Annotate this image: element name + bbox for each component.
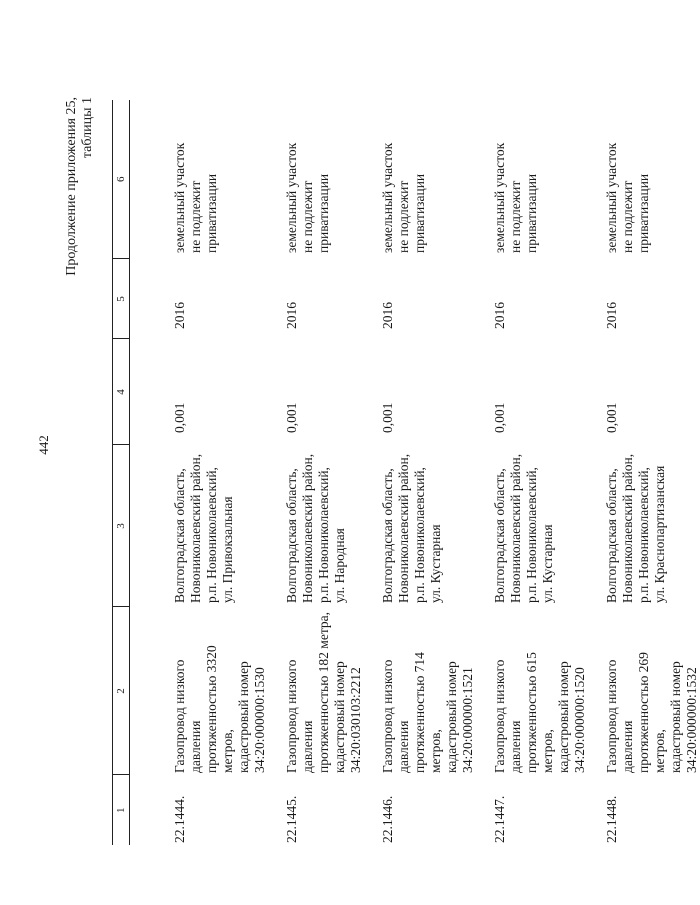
- object-address: [476, 445, 588, 607]
- object-name: [130, 607, 269, 775]
- address-line: Волгоградская область,: [492, 468, 507, 603]
- continuation-line-2: таблицы 1: [80, 97, 95, 159]
- address-line: Новониколаевский район,: [508, 453, 523, 603]
- row-number: 22.1447.: [492, 795, 507, 843]
- plot-year: 2016: [284, 302, 299, 329]
- object-address: [588, 445, 700, 607]
- object-name-line: Газопровод низкого давления: [284, 659, 315, 773]
- address-line: Волгоградская область,: [284, 468, 299, 603]
- object-name-line: 34:20:030103:2212: [348, 667, 363, 773]
- header-col-1: 1: [113, 775, 130, 845]
- object-name-line: кадастровый номер: [668, 661, 683, 773]
- address-line: р.п. Новониколаевский,: [524, 467, 539, 603]
- plot-note: [268, 100, 364, 259]
- header-col-6: 6: [113, 100, 130, 259]
- address-line: р.п. Новониколаевский,: [204, 467, 219, 603]
- object-name-line: протяженностью 615 метров,: [524, 652, 555, 773]
- object-address: [364, 445, 476, 607]
- address-line: Новониколаевский район,: [620, 453, 635, 603]
- plot-year: 2016: [380, 302, 395, 329]
- object-name-line: кадастровый номер: [236, 661, 251, 773]
- plot-note: [476, 100, 588, 259]
- object-name-line: 34:20:000000:1530: [252, 667, 267, 773]
- note-line: земельный участок: [380, 142, 395, 253]
- table-row: [364, 100, 476, 845]
- object-name-line: Газопровод низкого давления: [492, 659, 523, 773]
- table-row: [130, 100, 269, 845]
- object-name-line: Газопровод низкого давления: [604, 659, 635, 773]
- object-name-line: протяженностью 3320 метров,: [204, 645, 235, 773]
- note-line: приватизации: [412, 173, 427, 253]
- header-col-5: 5: [113, 259, 130, 339]
- note-line: земельный участок: [284, 142, 299, 253]
- object-name: [364, 607, 476, 775]
- continuation-note: [64, 97, 96, 357]
- object-name: [588, 607, 700, 775]
- note-line: приватизации: [636, 173, 651, 253]
- object-name-line: Газопровод низкого давления: [380, 659, 411, 773]
- plot-year: 2016: [172, 302, 187, 329]
- row-number: 22.1445.: [284, 795, 299, 843]
- header-col-4: 4: [113, 339, 130, 445]
- address-line: р.п. Новониколаевский,: [412, 467, 427, 603]
- continuation-line-1: Продолжение приложения 25,: [64, 97, 79, 276]
- plot-area: 0,001: [604, 402, 619, 433]
- row-number: 22.1444.: [172, 795, 187, 843]
- note-line: не подлежит: [620, 180, 635, 253]
- plot-year: 2016: [604, 302, 619, 329]
- object-name: [476, 607, 588, 775]
- table-row: [268, 100, 364, 845]
- plot-area: 0,001: [172, 402, 187, 433]
- table-header-row: [113, 100, 130, 845]
- plot-note: [588, 100, 700, 259]
- address-line: Новониколаевский район,: [188, 453, 203, 603]
- page-number: 442: [36, 435, 51, 455]
- table-row: [476, 100, 588, 845]
- object-address: [130, 445, 269, 607]
- address-line: ул. Народная: [332, 528, 347, 603]
- header-col-2: 2: [113, 607, 130, 775]
- header-col-3: 3: [113, 445, 130, 607]
- object-name-line: 34:20:000000:1532: [684, 667, 699, 773]
- note-line: земельный участок: [604, 142, 619, 253]
- plot-area: 0,001: [492, 402, 507, 433]
- object-name: [268, 607, 364, 775]
- address-line: Волгоградская область,: [380, 468, 395, 603]
- note-line: приватизации: [524, 173, 539, 253]
- address-line: ул. Кустарная: [540, 524, 555, 603]
- object-name-line: кадастровый номер: [332, 661, 347, 773]
- address-line: р.п. Новониколаевский,: [316, 467, 331, 603]
- note-line: приватизации: [316, 173, 331, 253]
- land-plots-table: [112, 100, 700, 845]
- note-line: земельный участок: [492, 142, 507, 253]
- note-line: приватизации: [204, 173, 219, 253]
- note-line: земельный участок: [172, 142, 187, 253]
- plot-area: 0,001: [284, 402, 299, 433]
- address-line: Волгоградская область,: [172, 468, 187, 603]
- object-name-line: Газопровод низкого давления: [172, 659, 203, 773]
- row-number: 22.1446.: [380, 795, 395, 843]
- object-name-line: протяженностью 182 метра,: [316, 611, 331, 773]
- object-name-line: кадастровый номер: [444, 661, 459, 773]
- address-line: р.п. Новониколаевский,: [636, 467, 651, 603]
- object-address: [268, 445, 364, 607]
- plot-year: 2016: [492, 302, 507, 329]
- address-line: ул. Краснопартизанская: [652, 465, 667, 603]
- object-name-line: протяженностью 269 метров,: [636, 652, 667, 773]
- address-line: ул. Привокзальная: [220, 496, 235, 603]
- note-line: не подлежит: [188, 180, 203, 253]
- address-line: Новониколаевский район,: [300, 453, 315, 603]
- table-row: [588, 100, 700, 845]
- object-name-line: 34:20:000000:1521: [460, 667, 475, 773]
- object-name-line: кадастровый номер: [556, 661, 571, 773]
- address-line: Новониколаевский район,: [396, 453, 411, 603]
- plot-note: [130, 100, 269, 259]
- object-name-line: протяженностью 714 метров,: [412, 652, 443, 773]
- address-line: ул. Кустарная: [428, 524, 443, 603]
- row-number: 22.1448.: [604, 795, 619, 843]
- note-line: не подлежит: [508, 180, 523, 253]
- note-line: не подлежит: [300, 180, 315, 253]
- note-line: не подлежит: [396, 180, 411, 253]
- address-line: Волгоградская область,: [604, 468, 619, 603]
- plot-note: [364, 100, 476, 259]
- object-name-line: 34:20:000000:1520: [572, 667, 587, 773]
- plot-area: 0,001: [380, 402, 395, 433]
